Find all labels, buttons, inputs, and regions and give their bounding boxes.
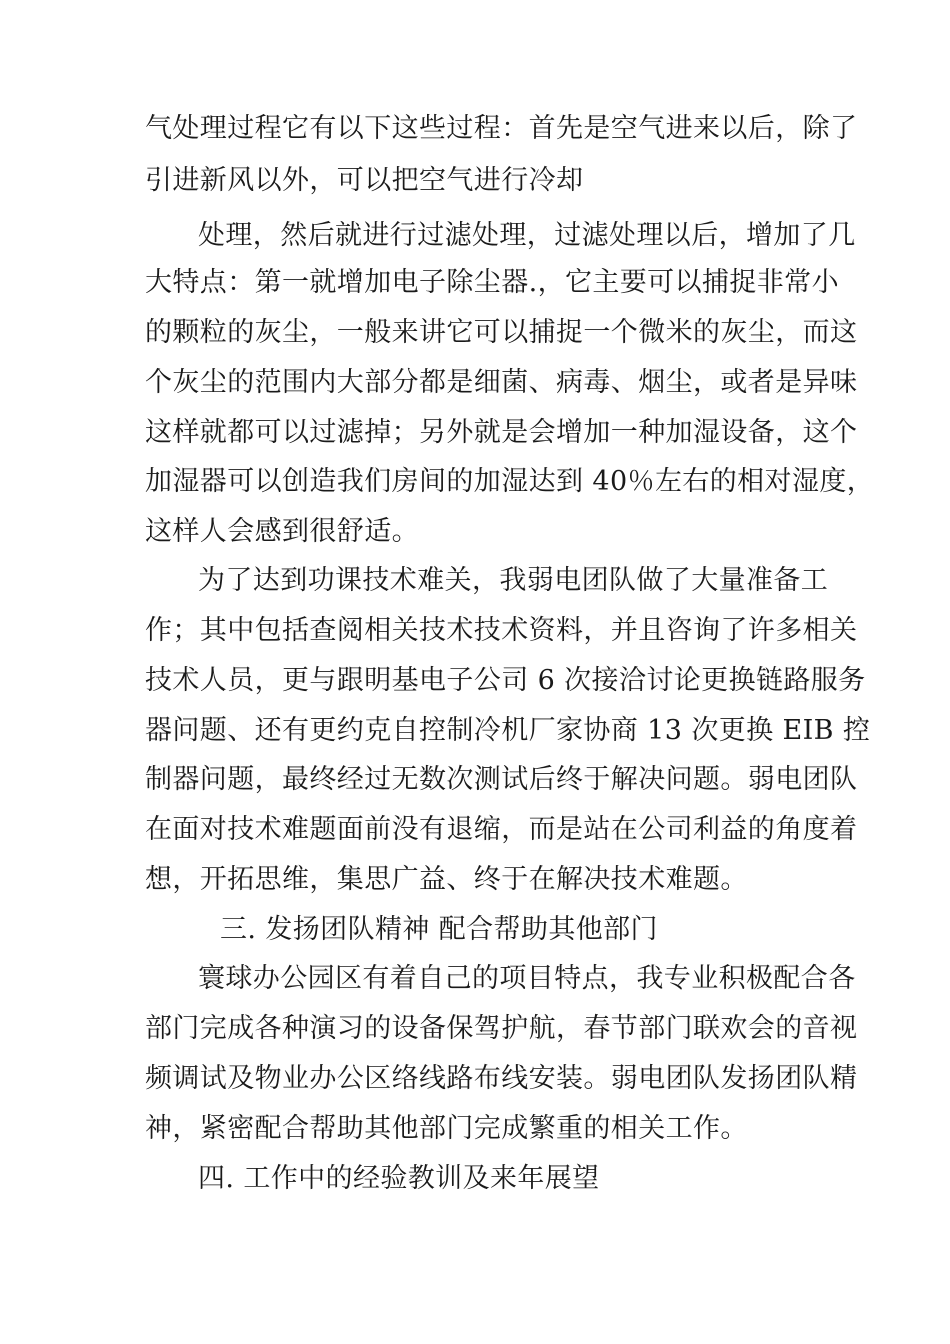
- text-line: 作；其中包括查阅相关技术技术资料，并且咨询了许多相关: [145, 615, 858, 646]
- section-heading: 四. 工作中的经验教训及来年展望: [198, 1163, 600, 1194]
- text-line: 部门完成各种演习的设备保驾护航，春节部门联欢会的音视: [145, 1013, 858, 1044]
- text-line: 气处理过程它有以下这些过程：首先是空气进来以后，除了: [145, 113, 858, 144]
- text-line: 的颗粒的灰尘，一般来讲它可以捕捉一个微米的灰尘，而这: [145, 317, 858, 348]
- paragraph-start-line: 为了达到功课技术难关，我弱电团队做了大量准备工: [198, 565, 829, 596]
- text-line: 引进新风以外，可以把空气进行冷却: [145, 165, 584, 196]
- text-line: 在面对技术难题面前没有退缩，而是站在公司利益的角度着: [145, 814, 858, 845]
- paragraph-start-line: 寰球办公园区有着自己的项目特点，我专业积极配合各: [198, 963, 856, 994]
- text-line: 技术人员，更与跟明基电子公司 6 次接洽讨论更换链路服务: [145, 665, 866, 696]
- text-line: 这样就都可以过滤掉；另外就是会增加一种加湿设备，这个: [145, 417, 858, 448]
- section-heading: 三. 发扬团队精神 配合帮助其他部门: [220, 914, 658, 945]
- text-line: 个灰尘的范围内大部分都是细菌、病毒、烟尘，或者是异味: [145, 367, 858, 398]
- text-line: 神，紧密配合帮助其他部门完成繁重的相关工作。: [145, 1113, 748, 1144]
- text-line: 频调试及物业办公区络线路布线安装。弱电团队发扬团队精: [145, 1063, 858, 1094]
- text-line: 大特点：第一就增加电子除尘器.，它主要可以捕捉非常小: [145, 267, 839, 298]
- text-line: 想，开拓思维，集思广益、终于在解决技术难题。: [145, 864, 748, 895]
- text-line: 器问题、还有更约克自控制冷机厂家协商 13 次更换 EIB 控: [145, 715, 871, 746]
- paragraph-start-line: 处理，然后就进行过滤处理，过滤处理以后，增加了几: [198, 220, 856, 251]
- text-line: 制器问题，最终经过无数次测试后终于解决问题。弱电团队: [145, 764, 858, 795]
- text-line: 这样人会感到很舒适。: [145, 516, 419, 547]
- text-line: 加湿器可以创造我们房间的加湿达到 40％左右的相对湿度，: [145, 466, 875, 497]
